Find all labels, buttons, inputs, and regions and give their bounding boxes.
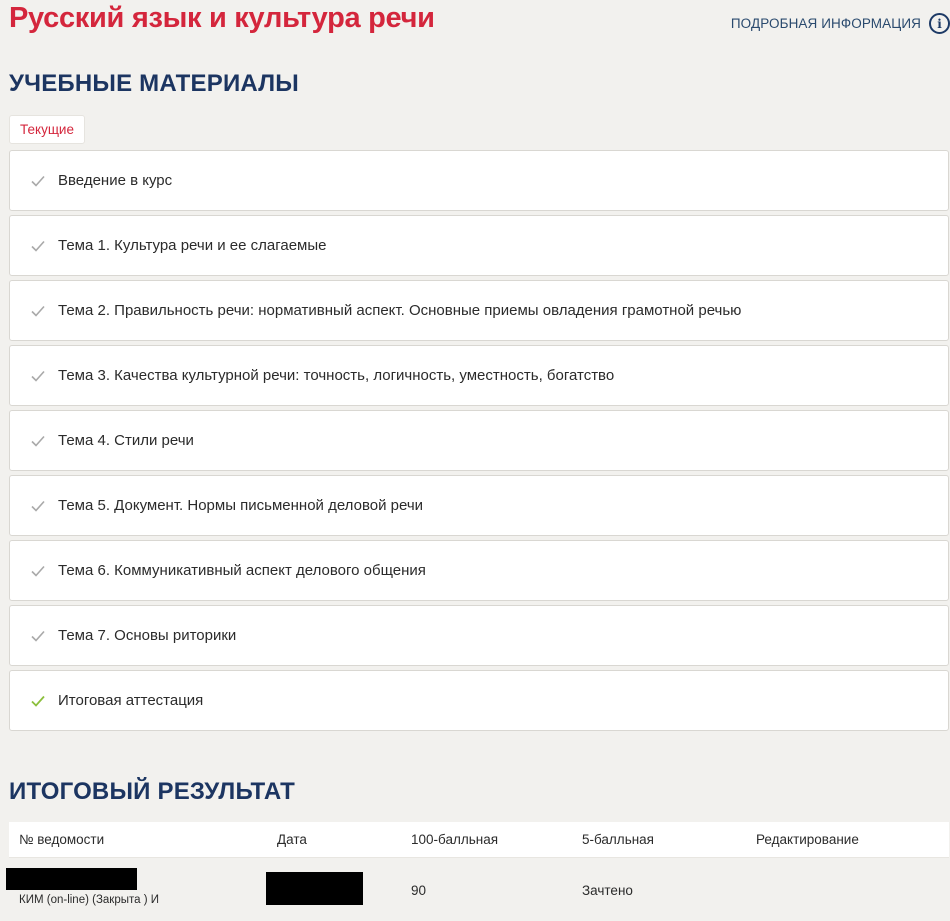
check-icon xyxy=(31,304,45,318)
redacted-date xyxy=(266,872,363,905)
list-item[interactable] xyxy=(9,215,949,276)
materials-heading: УЧЕБНЫЕ МАТЕРИАЛЫ xyxy=(9,70,299,97)
check-icon xyxy=(31,629,45,643)
column-header-edit: Редактирование xyxy=(756,832,859,847)
course-title: Русский язык и культура речи xyxy=(9,2,435,34)
column-header-score-100: 100-балльная xyxy=(411,832,499,847)
check-icon xyxy=(31,434,45,448)
column-header-score-5: 5-балльная xyxy=(582,832,654,847)
list-item-label: Тема 6. Коммуникативный аспект делового общения xyxy=(58,562,426,579)
result-heading: ИТОГОВЫЙ РЕЗУЛЬТАТ xyxy=(9,778,296,805)
check-icon xyxy=(31,499,45,513)
score-5-value: Зачтено xyxy=(582,883,633,898)
check-icon-passed xyxy=(31,694,45,708)
check-icon xyxy=(31,564,45,578)
list-item[interactable] xyxy=(9,345,949,406)
list-item[interactable] xyxy=(9,280,949,341)
check-icon xyxy=(31,239,45,253)
redacted-sheet-number xyxy=(6,868,137,890)
score-100-value: 90 xyxy=(411,883,427,898)
list-item[interactable] xyxy=(9,540,949,601)
list-item[interactable] xyxy=(9,670,949,731)
list-item[interactable] xyxy=(9,475,949,536)
list-item-label: Тема 5. Документ. Нормы письменной деловой речи xyxy=(58,497,424,514)
list-item-label: Тема 2. Правильность речи: нормативный аспект. Основные приемы овладения грамотной речью xyxy=(58,302,742,319)
tab-current[interactable]: Текущие xyxy=(9,115,85,144)
list-item[interactable] xyxy=(9,605,949,666)
check-icon xyxy=(31,174,45,188)
details-link-label[interactable]: ПОДРОБНАЯ ИНФОРМАЦИЯ xyxy=(730,16,921,31)
list-item[interactable] xyxy=(9,150,949,211)
list-item-label: Тема 1. Культура речи и ее слагаемые xyxy=(58,237,327,254)
list-item-label: Тема 4. Стили речи xyxy=(58,432,194,449)
list-item-label: Введение в курс xyxy=(58,172,173,189)
column-header-sheet: № ведомости xyxy=(19,832,105,847)
list-item-label: Тема 3. Качества культурной речи: точность, логичность, уместность, богатство xyxy=(58,367,615,384)
results-table xyxy=(9,822,949,906)
check-icon xyxy=(31,369,45,383)
details-link[interactable] xyxy=(731,13,950,34)
list-item-label: Тема 7. Основы риторики xyxy=(58,627,237,644)
column-header-date: Дата xyxy=(277,832,307,847)
sheet-caption: КИМ (on-line) (Закрыта ) И xyxy=(19,894,159,906)
info-icon[interactable]: i xyxy=(929,13,950,34)
materials-list xyxy=(9,150,949,735)
list-item-label: Итоговая аттестация xyxy=(58,692,204,709)
list-item[interactable] xyxy=(9,410,949,471)
table-header xyxy=(9,822,949,858)
